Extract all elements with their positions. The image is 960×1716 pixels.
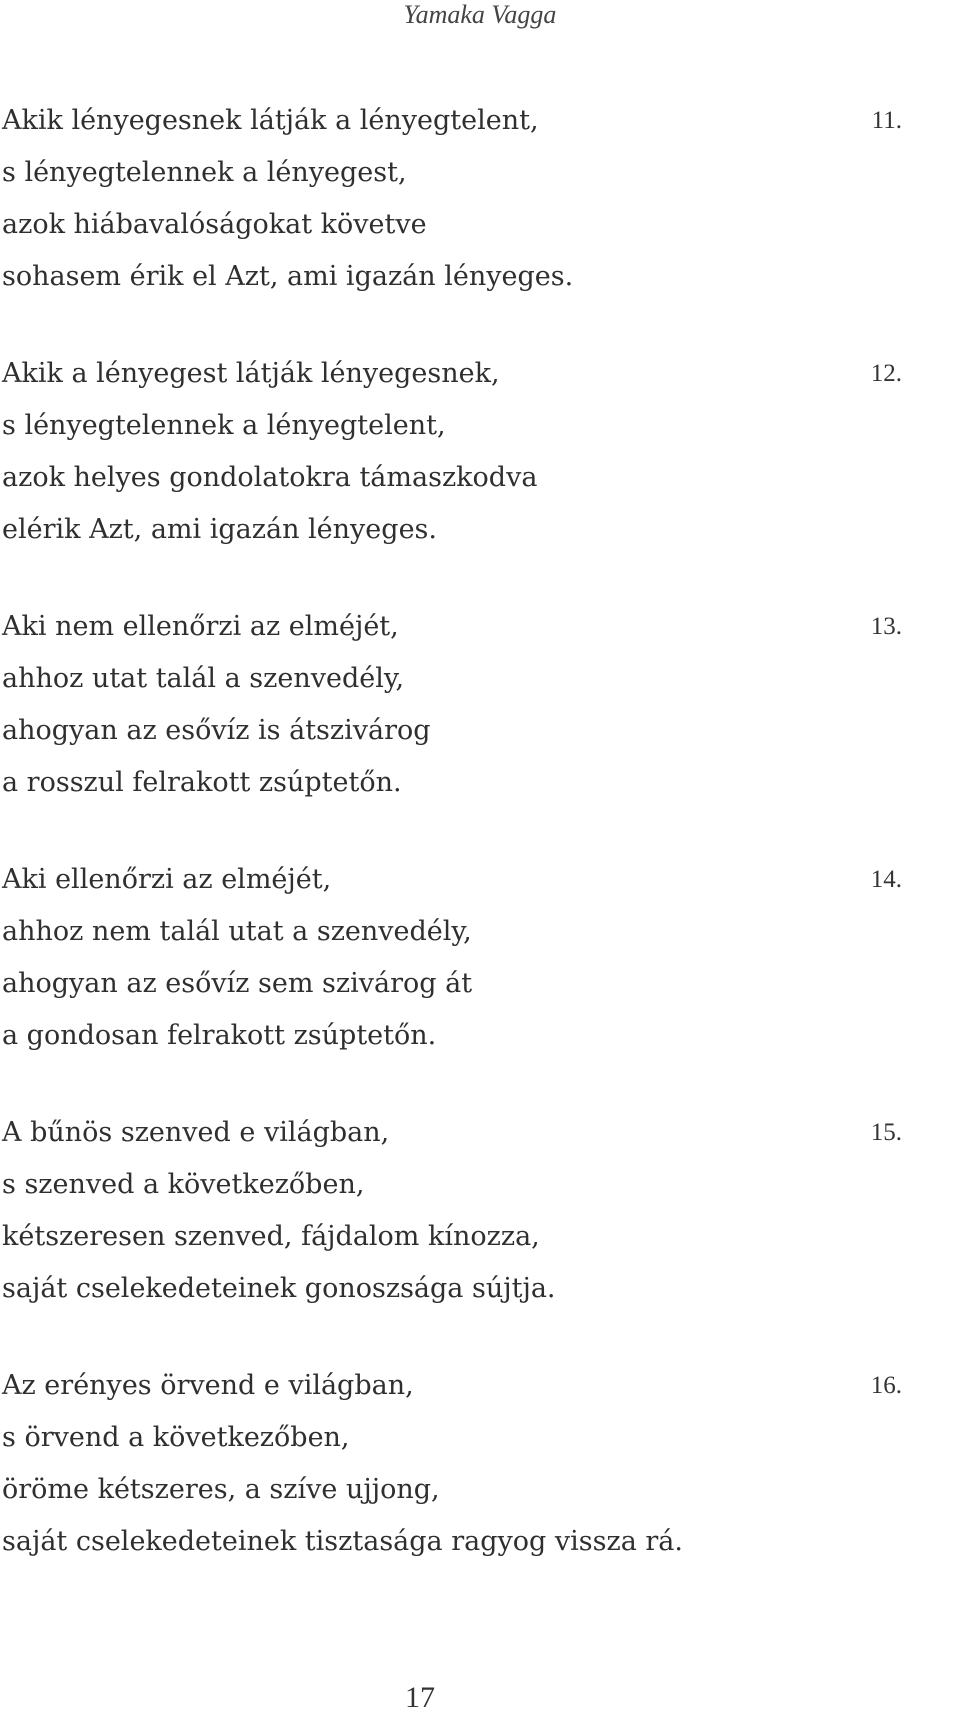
stanza-15 [2,1107,902,1315]
verse-line: kétszeresen szenved, fájdalom kínozza, [2,1221,540,1252]
verse-line: Aki ellenőrzi az elméjét, [2,864,332,895]
verse-line: Az erényes örvend e világban, [2,1370,414,1401]
verse-number: 14. [870,866,902,893]
verse-line: a rosszul felrakott zsúptetőn. [2,767,402,798]
verse-line: elérik Azt, ami igazán lényeges. [2,514,437,545]
verse-line: sohasem érik el Azt, ami igazán lényeges. [2,261,574,292]
verse-line: Akik lényegesnek látják a lényegtelent, [2,105,539,136]
verse-number: 13. [870,613,902,640]
stanza-11 [2,95,902,303]
stanza-16 [2,1360,902,1568]
stanza-12 [2,348,902,556]
verse-number: 12. [870,360,902,387]
verse-line: Aki nem ellenőrzi az elméjét, [2,611,399,642]
verse-number: 15. [870,1119,902,1146]
verse-line: ahhoz utat talál a szenvedély, [2,663,405,694]
verse-line: ahhoz nem talál utat a szenvedély, [2,916,472,947]
verse-number: 16. [870,1372,902,1399]
verse-line: saját cselekedeteinek tisztasága ragyog vissza rá. [2,1526,683,1557]
verse-line: s szenved a következőben, [2,1169,365,1200]
verse-line: A bűnös szenved e világban, [2,1117,390,1148]
verse-line: s lényegtelennek a lényegtelent, [2,410,446,441]
verse-line: öröme kétszeres, a szíve ujjong, [2,1474,440,1505]
verse-line: a gondosan felrakott zsúptetőn. [2,1020,437,1051]
stanza-13 [2,601,902,809]
verse-line: azok hiábavalóságokat követve [2,209,427,240]
verse-line: Akik a lényegest látják lényegesnek, [2,358,500,389]
verse-line: s lényegtelennek a lényegest, [2,157,407,188]
verse-line: ahogyan az esővíz sem szivárog át [2,968,473,999]
verse-line: saját cselekedeteinek gonoszsága sújtja. [2,1273,556,1304]
stanza-14 [2,854,902,1062]
verse-line: s örvend a következőben, [2,1422,350,1453]
verse-number: 11. [871,107,902,134]
page-number: 17 [405,1681,435,1714]
verse-line: ahogyan az esővíz is átszivárog [2,715,431,746]
verse-line: azok helyes gondolatokra támaszkodva [2,462,538,493]
running-header: Yamaka Vagga [403,0,557,29]
